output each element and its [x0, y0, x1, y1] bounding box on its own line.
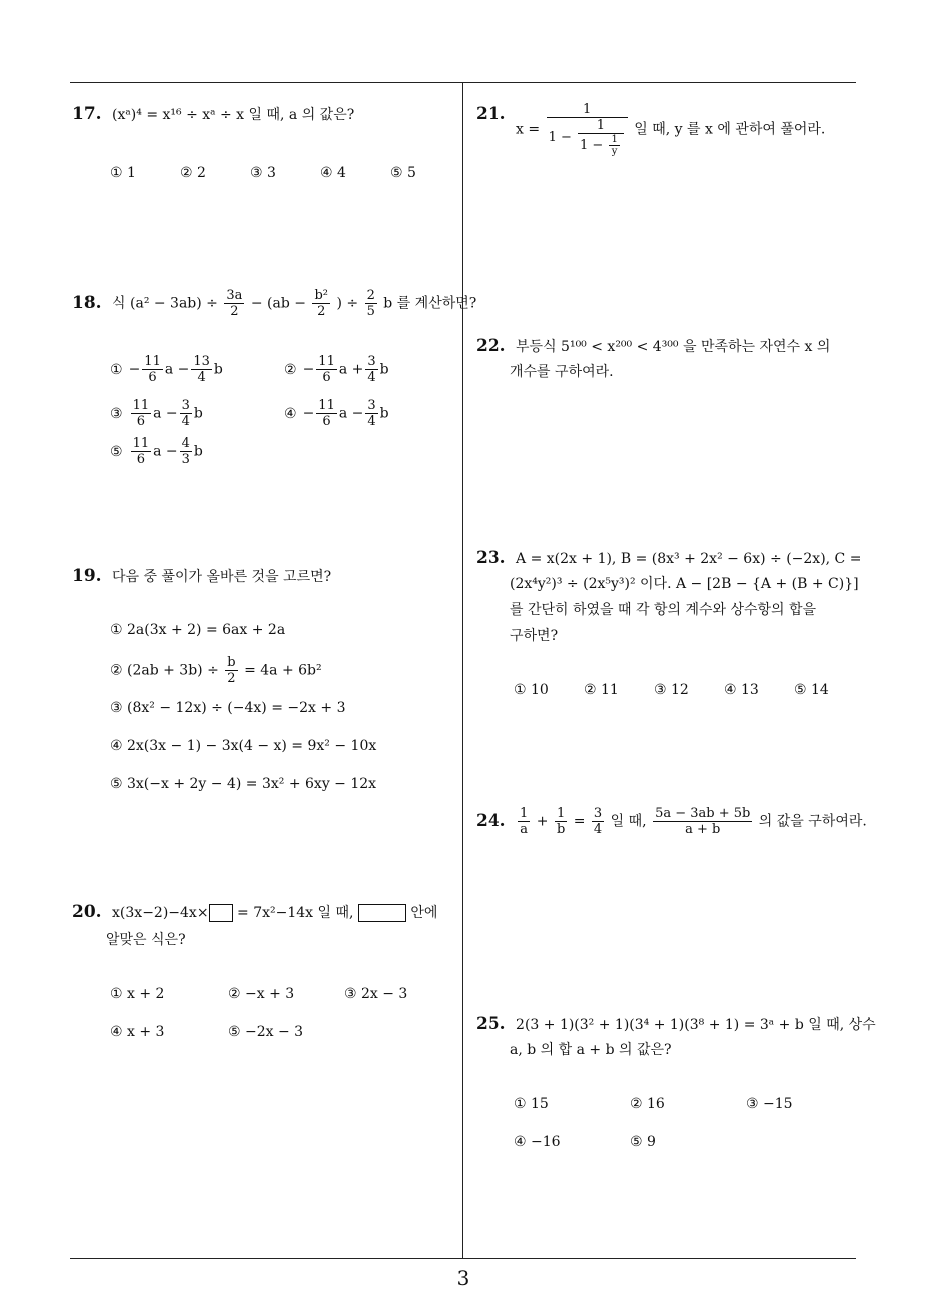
question-25-line2: a, b 의 합 a + b 의 값은? — [510, 1042, 672, 1058]
q17-option-5[interactable]: ⑤ 5 — [390, 165, 416, 181]
question-21 — [476, 102, 825, 157]
fraction: $\frac{1}{b}$ — [556, 806, 566, 837]
question-24 — [476, 806, 867, 837]
question-number: 18. — [72, 292, 102, 313]
page-number: 3 — [456, 1266, 470, 1290]
question-number: 22. — [476, 336, 506, 356]
q23-option-1[interactable]: ① 10 — [514, 682, 549, 698]
stem-text: − (ab − — [250, 295, 306, 312]
question-23-line3: 를 간단히 하였을 때 각 항의 계수와 상수항의 합을 — [510, 602, 817, 618]
stem-text: 일 때, y 를 x 에 관하여 풀어라. — [634, 121, 826, 138]
stem-text: 식 (a² − 3ab) ÷ — [112, 295, 218, 312]
fraction: $\frac{3}{4}$ — [181, 398, 190, 429]
stem-text: 2(3 + 1)(3² + 1)(3⁴ + 1)(3⁸ + 1) = 3ᵃ + b 일 때, 상수 — [516, 1017, 876, 1033]
question-number: 24. — [476, 810, 506, 831]
fraction: $\frac{3}{4}$ — [593, 806, 603, 837]
fraction: $\frac{11}{6}$ — [318, 398, 335, 429]
q17-option-3[interactable]: ③ 3 — [250, 165, 276, 181]
q19-option-5[interactable]: ⑤ 3x(−x + 2y − 4) = 3x² + 6xy − 12x — [110, 776, 377, 792]
stem-text: x(3x−2)−4x× — [112, 905, 209, 921]
question-stem: 다음 중 풀이가 올바른 것을 고르면? — [112, 569, 332, 585]
stem-text: A = x(2x + 1), B = (8x³ + 2x² − 6x) ÷ (−2x), C = — [516, 551, 862, 567]
q25-option-2[interactable]: ② 16 — [630, 1096, 665, 1112]
q25-option-3[interactable]: ③ −15 — [746, 1096, 793, 1112]
question-22 — [476, 334, 830, 359]
q17-option-4[interactable]: ④ 4 — [320, 165, 346, 181]
fraction: $\frac{11}{6}$ — [132, 436, 150, 467]
fraction: $\frac{1}{a}$ — [520, 806, 529, 837]
q17-option-1[interactable]: ① 1 — [110, 165, 136, 181]
stem-text: ) ÷ — [336, 295, 359, 312]
bottom-rule — [70, 1258, 856, 1259]
question-number: 21. — [476, 104, 506, 124]
q18-option-5[interactable]: ⑤ $\frac{11}{6}$ a − $\frac{4}{3}$ b — [110, 436, 203, 467]
q20-option-5[interactable]: ⑤ −2x − 3 — [228, 1024, 304, 1040]
q23-option-5[interactable]: ⑤ 14 — [794, 682, 829, 698]
fraction: $\frac{\text{b²}}{2}$ — [314, 288, 328, 319]
question-17 — [72, 102, 354, 127]
fraction: $\frac{3}{4}$ — [367, 398, 376, 429]
question-19 — [72, 564, 331, 589]
fraction: $\frac{11}{6}$ — [318, 354, 335, 385]
q25-option-5[interactable]: ⑤ 9 — [630, 1134, 656, 1150]
question-23 — [476, 546, 861, 571]
question-25 — [476, 1012, 876, 1037]
fraction: $\frac{11}{6}$ — [132, 398, 150, 429]
answer-box — [209, 904, 233, 922]
question-18 — [72, 288, 476, 319]
question-stem: (xᵃ)⁴ = x¹⁶ ÷ xᵃ ÷ x 일 때, a 의 값은? — [112, 107, 355, 123]
fraction: $\frac{2}{5}$ — [366, 288, 375, 319]
q17-option-2[interactable]: ② 2 — [180, 165, 206, 181]
q19-option-4[interactable]: ④ 2x(3x − 1) − 3x(4 − x) = 9x² − 10x — [110, 738, 377, 754]
question-20-line2: 알맞은 식은? — [106, 932, 186, 948]
q20-option-3[interactable]: ③ 2x − 3 — [344, 986, 408, 1002]
fraction: $\frac{3}{4}$ — [367, 354, 376, 385]
question-number: 17. — [72, 104, 102, 124]
stem-text: 의 값을 구하여라. — [758, 813, 867, 830]
option-text: ② (2ab + 3b) ÷ — [110, 662, 219, 679]
q18-option-4[interactable]: ④ − $\frac{11}{6}$ a − $\frac{3}{4}$ b — [284, 398, 389, 429]
q18-option-3[interactable]: ③ $\frac{11}{6}$ a − $\frac{3}{4}$ b — [110, 398, 203, 429]
nested-fraction: 1 1 − 1 1 − $\frac{1}{y}$ — [547, 102, 628, 157]
q19-option-3[interactable]: ③ (8x² − 12x) ÷ (−4x) = −2x + 3 — [110, 700, 346, 716]
q23-option-2[interactable]: ② 11 — [584, 682, 619, 698]
question-number: 23. — [476, 548, 506, 568]
fraction: $\frac{5a - 3ab + 5b}{a + b}$ — [655, 806, 751, 837]
stem-text: 안에 — [410, 905, 438, 921]
q23-option-4[interactable]: ④ 13 — [724, 682, 759, 698]
stem-text: x = — [516, 121, 541, 138]
option-text: = 4a + 6b² — [244, 662, 322, 679]
q18-option-1[interactable]: ① − $\frac{11}{6}$ a − $\frac{13}{4}$ b — [110, 354, 223, 385]
q25-option-1[interactable]: ① 15 — [514, 1096, 549, 1112]
q19-option-1[interactable]: ① 2a(3x + 2) = 6ax + 2a — [110, 622, 286, 638]
q20-option-1[interactable]: ① x + 2 — [110, 986, 165, 1002]
fraction: $\frac{13}{4}$ — [193, 354, 210, 385]
q20-option-4[interactable]: ④ x + 3 — [110, 1024, 165, 1040]
stem-text: = 7x²−14x 일 때, — [237, 905, 354, 921]
column-divider — [462, 82, 463, 1258]
question-number: 25. — [476, 1014, 506, 1034]
q18-option-2[interactable]: ② − $\frac{11}{6}$ a + $\frac{3}{4}$ b — [284, 354, 389, 385]
q20-option-2[interactable]: ② −x + 3 — [228, 986, 295, 1002]
top-rule — [70, 82, 856, 83]
question-23-line2: (2x⁴y²)³ ÷ (2x⁵y³)² 이다. A − [2B − {A + (B + C)}] — [510, 576, 859, 592]
fraction: $\frac{4}{3}$ — [181, 436, 190, 467]
stem-text: 일 때, — [610, 813, 647, 830]
q25-option-4[interactable]: ④ −16 — [514, 1134, 561, 1150]
stem-text: + — [536, 813, 549, 830]
fraction: $\frac{b}{2}$ — [227, 655, 236, 686]
stem-text: b 를 계산하면? — [383, 295, 477, 312]
stem-text: = — [573, 813, 586, 830]
question-number: 20. — [72, 902, 102, 922]
q19-option-2[interactable] — [110, 655, 322, 686]
question-22-line2: 개수를 구하여라. — [510, 364, 614, 380]
question-number: 19. — [72, 566, 102, 586]
question-23-line4: 구하면? — [510, 628, 559, 644]
fraction: $\frac{11}{6}$ — [144, 354, 161, 385]
answer-box — [358, 904, 406, 922]
fraction: $\frac{3a}{2}$ — [226, 288, 243, 319]
stem-text: 부등식 5¹⁰⁰ < x²⁰⁰ < 4³⁰⁰ 을 만족하는 자연수 x 의 — [516, 339, 831, 355]
q23-option-3[interactable]: ③ 12 — [654, 682, 689, 698]
question-20 — [72, 900, 437, 925]
